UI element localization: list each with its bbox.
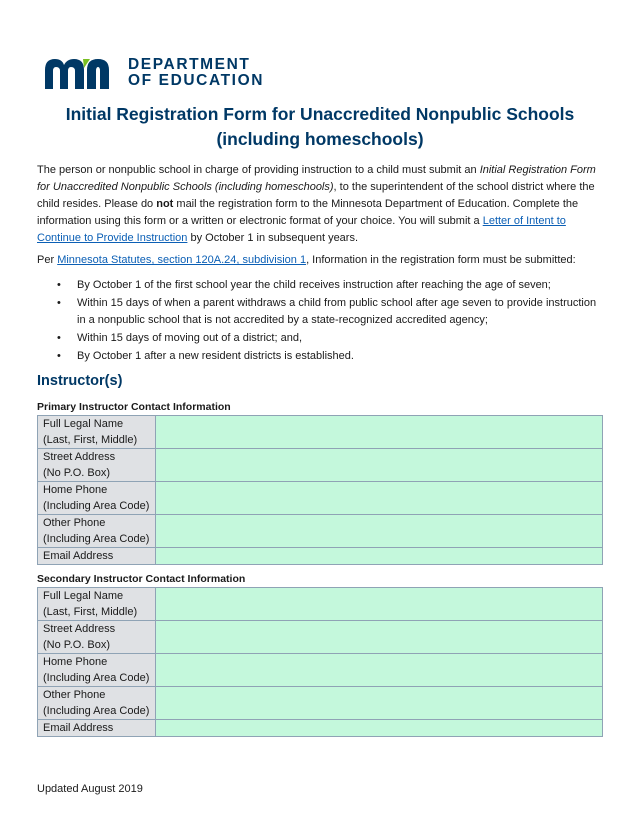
letter-of-intent-link[interactable]: Letter of Intent to Continue to Provide Instruction (37, 215, 566, 244)
table-row (38, 687, 603, 720)
bullet-icon: • (57, 297, 61, 309)
list-item (37, 348, 603, 365)
logo-line2: OF EDUCATION (128, 72, 265, 89)
intro-paragraph (37, 162, 603, 247)
field-label: Email Address (38, 720, 156, 737)
field-label: Home Phone (Including Area Code) (38, 482, 156, 515)
field-label: Home Phone (Including Area Code) (38, 654, 156, 687)
mde-logo (43, 56, 264, 90)
title-line1: Initial Registration Form for Unaccredited Nonpublic Schools (65, 104, 575, 124)
field-label: Full Legal Name (Last, First, Middle) (38, 588, 156, 621)
table-row (38, 482, 603, 515)
secondary-instructor-heading: Secondary Instructor Contact Information (37, 573, 246, 585)
logo-wordmark (128, 57, 264, 89)
field-label: Full Legal Name (Last, First, Middle) (38, 416, 156, 449)
secondary-instructor-table (37, 587, 603, 737)
deadline-list (37, 277, 603, 366)
field-label: Other Phone (Including Area Code) (38, 515, 156, 548)
secondary-street-address-field[interactable] (156, 621, 603, 654)
primary-email-field[interactable] (156, 548, 603, 565)
intro-text: The person or nonpublic school in charge of providing instruction to a child must submit an (37, 164, 480, 176)
primary-instructor-table (37, 415, 603, 565)
primary-full-name-field[interactable] (156, 416, 603, 449)
table-row (38, 515, 603, 548)
table-row (38, 720, 603, 737)
statute-suffix: , Information in the registration form must be submitted: (306, 254, 576, 266)
secondary-email-field[interactable] (156, 720, 603, 737)
list-item-text: By October 1 of the first school year the child receives instruction after reaching the age of seven; (77, 279, 551, 291)
table-row (38, 588, 603, 621)
field-label: Email Address (38, 548, 156, 565)
table-row (38, 416, 603, 449)
page-title (0, 102, 640, 152)
intro-form-name: Initial Registration Form for Unaccredited Nonpublic Schools (including homeschools) (37, 164, 596, 193)
statute-link[interactable]: Minnesota Statutes, section 120A.24, subdivision 1 (57, 254, 307, 266)
section-heading-instructors: Instructor(s) (37, 373, 123, 389)
list-item-text: Within 15 days of when a parent withdraws a child from public school after age seven to provide instruction in a nonpublic school that is not accredited by a state-recognized accredited agency; (77, 297, 597, 326)
secondary-other-phone-field[interactable] (156, 687, 603, 720)
intro-text: by October 1 in subsequent years. (187, 232, 359, 244)
secondary-full-name-field[interactable] (156, 588, 603, 621)
table-row (38, 449, 603, 482)
list-item (37, 330, 603, 347)
bullet-icon: • (57, 279, 61, 291)
primary-home-phone-field[interactable] (156, 482, 603, 515)
statute-prefix: Per (37, 254, 58, 266)
bullet-icon: • (57, 332, 61, 344)
list-item-text: By October 1 after a new resident districts is established. (77, 350, 354, 362)
field-label: Street Address (No P.O. Box) (38, 621, 156, 654)
table-row (38, 654, 603, 687)
logo-line1: DEPARTMENT (128, 56, 251, 73)
updated-date: Updated August 2019 (37, 783, 143, 795)
intro-emphasis: not (156, 198, 174, 210)
table-row (38, 621, 603, 654)
field-label: Other Phone (Including Area Code) (38, 687, 156, 720)
title-line2: (including homeschools) (216, 129, 424, 149)
secondary-home-phone-field[interactable] (156, 654, 603, 687)
list-item-text: Within 15 days of moving out of a district; and, (77, 332, 303, 344)
list-item (37, 277, 603, 294)
primary-other-phone-field[interactable] (156, 515, 603, 548)
table-row (38, 548, 603, 565)
mn-logo-icon (43, 56, 119, 90)
bullet-icon: • (57, 350, 61, 362)
primary-instructor-heading: Primary Instructor Contact Information (37, 401, 231, 413)
intro-text: mail the registration form to the Minnesota Department of Education. Complete the information using this form or a written or electronic format of your choice. You will submit a (37, 198, 579, 227)
field-label: Street Address (No P.O. Box) (38, 449, 156, 482)
list-item (37, 295, 603, 329)
statute-paragraph (37, 252, 603, 269)
intro-text: , to the superintendent of the school district where the child resides. Please do (37, 181, 595, 210)
primary-street-address-field[interactable] (156, 449, 603, 482)
